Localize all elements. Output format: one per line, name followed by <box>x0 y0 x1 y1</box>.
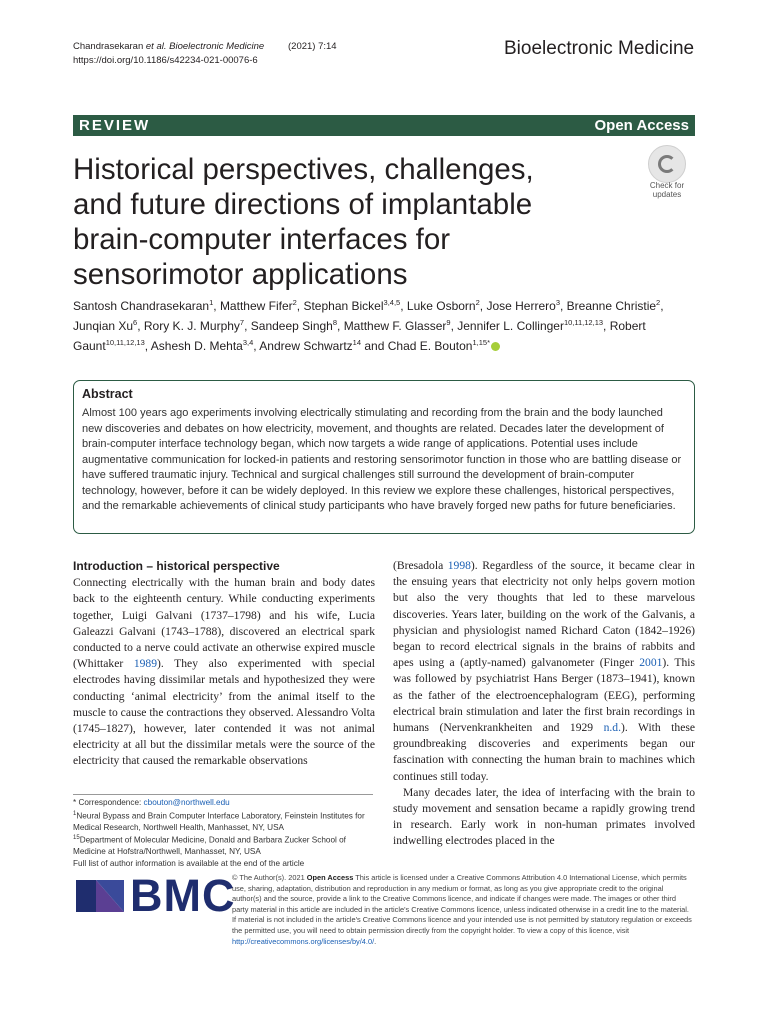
bmc-logo-text: BMC <box>130 870 236 921</box>
author-affiliation-sup: 3,4 <box>242 338 254 347</box>
author-name: Matthew Fifer <box>219 299 293 313</box>
license-prefix: © The Author(s). 2021 <box>232 873 307 882</box>
check-updates-line2: updates <box>652 190 682 199</box>
correspondence <box>73 797 373 809</box>
affiliation-number: 15 <box>73 835 80 842</box>
citation-link[interactable]: 2001 <box>639 656 663 670</box>
article-type-banner <box>73 115 695 136</box>
author-name: Rory K. J. Murphy <box>143 319 240 333</box>
affiliation <box>73 809 373 834</box>
check-updates-icon <box>648 145 686 183</box>
author-affiliation-sup: 7 <box>239 318 245 327</box>
author-name: Ashesh D. Mehta <box>150 339 243 353</box>
check-updates-line1: Check for <box>649 181 685 190</box>
author-affiliation-sup: 14 <box>352 338 362 347</box>
correspondence-label: * Correspondence: <box>73 798 144 807</box>
author-affiliation-sup: 2 <box>292 298 297 307</box>
text-run: ). With these groundbreaking discoveries and experiments began our fascination with connecting the human brain to machines which continues still today. <box>393 721 695 783</box>
author-name: Robert Gaunt <box>73 319 646 353</box>
affiliation-number: 1 <box>73 810 77 817</box>
author-name: Jose Herrero <box>486 299 556 313</box>
header-et-al: et al. <box>145 41 167 52</box>
orcid-icon[interactable] <box>491 342 500 351</box>
text-run: (Bresadola <box>393 559 448 572</box>
body-column-right <box>393 558 695 850</box>
affiliation-text: Neural Bypass and Brain Computer Interface Laboratory, Feinstein Institutes for Medical Research, Northwell Health, Manhasset, NY, USA <box>73 811 365 832</box>
author-affiliation-sup: 1 <box>209 298 214 307</box>
author-name: Luke Osborn <box>406 299 476 313</box>
citation-link[interactable]: 1998 <box>447 559 471 572</box>
citation-link[interactable]: n.d. <box>603 721 621 735</box>
email-link[interactable]: cbouton@northwell.edu <box>143 798 230 807</box>
license-url-link[interactable]: http://creativecommons.org/licenses/by/4.0/ <box>232 936 375 946</box>
author-name: Andrew Schwartz <box>259 339 353 353</box>
author-name: Santosh Chandrasekaran <box>73 299 210 313</box>
abstract-box <box>73 380 695 534</box>
text-run: ). Regardless of the source, it became clear in the ensuing years that electricity not only helps govern motion but also the very thoughts that led to these marvelous discoveries. Years later, building on the work of the Galvanis, a physician and physiologist named Richard Caton (1842–1926) began to record electrical signals in the brains of rabbits and apes using a (aptly-named) galvanometer (Finger <box>393 559 695 670</box>
article-title: Historical perspectives, challenges, and future directions of implantable brain-computer interfaces for sensorimotor applications <box>73 153 534 291</box>
doi-link[interactable]: https://doi.org/10.1186/s42234-021-00076-6 <box>73 55 258 66</box>
author-affiliation-sup: 10,11,12,13 <box>563 318 604 327</box>
affiliation <box>73 833 373 858</box>
author-name: Matthew F. Glasser <box>343 319 447 333</box>
text-run: ). They also experimented with special electrodes having dissimilar metals and hypothesized they were conducting ‘animal electricity’ from the animal itself to the muscle to cause the contractions they observed. Alessandro Volta (1745–1827), however, later contended it was not animal electricity at all but the dissimilar metals were the source of the electricity that caused the remarkable observations <box>73 657 375 768</box>
running-header <box>73 40 264 68</box>
text-run: Connecting electrically with the human brain and body dates back to the eighteenth century. While conducting experiments together, Luigi Galvani (1737–1798) and his wife, Lucia Galeazzi Galvani (1743–1788), discovered an electrical spark conducted to a nerve could activate an otherwise expired muscle (Whittaker <box>73 576 375 671</box>
license-text: This article is licensed under a Creative Commons Attribution 4.0 International License, which permits use, sharing, adaptation, distribution and reproduction in any medium or format, as long as you give appropriate credit to the original author(s) and the source, provide a link to the Creative Commons licence, and indicate if changes were made. The images or other third party material in this article are included in the article's Creative Commons licence, unless indicated otherwise in a credit line to the material. If material is not included in the article's Creative Commons licence and your intended use is not permitted by statutory regulation or exceeds the permitted use, you will need to obtain permission directly from the copyright holder. To view a copy of this licence, visit <box>232 873 692 935</box>
affiliation-text: Department of Molecular Medicine, Donald and Barbara Zucker School of Medicine at Hofstra/Northwell, Manhasset, NY, USA <box>73 835 346 857</box>
citation-link[interactable]: 1989 <box>133 657 158 671</box>
full-list-note: Full list of author information is available at the end of the article <box>73 858 305 868</box>
license-open-access: Open Access <box>306 873 354 882</box>
author-affiliation-sup: 1,15* <box>472 338 490 347</box>
author-list: Santosh Chandrasekaran$^1$, Matthew Fifer$^2$, Stephan Bickel$^{3,4,5}$, Luke Osborn$^2$, Jose Herrero$^3$, Breanne Christie$^2$, Junqian Xu$^6$, Rory K. J. Murphy$^7$, Sandeep Singh$^8$, Matthew F. Glasser$^9$, Jennifer L. Collinger$^{10,11,12,13}$, Robert Gaunt$^{10,11,12,13}$, Ashesh D. Mehta$^{3,4}$, Andrew Schwartz$^{14}$ and Chad E. Bouton$^{1,15*}$ <box>73 298 664 353</box>
body-column-left <box>73 558 375 770</box>
bmc-logo-mark <box>76 872 124 920</box>
continued-paragraph <box>393 558 695 785</box>
article-type: REVIEW <box>79 117 151 134</box>
author-name: Stephan Bickel <box>303 299 384 313</box>
author-affiliation-sup: 3,4,5 <box>383 298 401 307</box>
author-name: Jennifer L. Collinger <box>457 319 564 333</box>
license-suffix: . <box>374 936 377 946</box>
author-affiliation-sup: 2 <box>656 298 661 307</box>
abstract-heading: Abstract <box>82 387 133 401</box>
author-affiliation-sup: 9 <box>446 318 451 327</box>
author-affiliation-sup: 8 <box>332 318 338 327</box>
author-affiliation-sup: 3 <box>555 298 560 307</box>
license-statement <box>232 873 692 947</box>
journal-name: Bioelectronic Medicine <box>504 38 695 59</box>
paragraph: Many decades later, the idea of interfacing with the brain to study movement and sensation became a rapidly growing trend in research. Early work in non-human primates involved indwelling electrodes placed in the <box>393 785 695 848</box>
author-name: Junqian Xu <box>73 319 134 333</box>
header-author: Chandrasekaran <box>73 41 144 52</box>
bmc-logo <box>76 870 236 921</box>
author-conjunction: and <box>364 339 385 353</box>
author-affiliation-sup: 6 <box>133 318 138 327</box>
author-name: Chad E. Bouton <box>387 339 473 353</box>
header-year-volume: (2021) 7:14 <box>288 41 337 52</box>
text-run: ). This was followed by psychiatrist Hans Berger (1873–1941), known as the father of the electroencephalogram (EEG), performing electrical brain stimulation and later the first brain recordings in humans (Nervenkrankheiten and 1929 <box>393 656 695 735</box>
open-access-label: Open Access <box>594 117 689 134</box>
section-heading: Introduction – historical perspective <box>73 559 280 573</box>
footnotes <box>73 794 373 869</box>
author-affiliation-sup: 10,11,12,13 <box>105 338 145 347</box>
intro-paragraph <box>73 575 375 769</box>
abstract-text: Almost 100 years ago experiments involving electrically stimulating and recording from the brain and the body launched new discoveries and debates on how electricity, movement, and thoughts are related. Decades later the development of brain-computer interface technology began, which now targets a wide range of applications. Potential uses include augmentative communication for locked-in patients and restoring sensorimotor function in those who are battling disease or have suffered traumatic injury. Technical and surgical challenges still surround the development of brain-computer technology, however, before it can be widely deployed. In this review we explore these challenges, historical perspectives, and the remarkable achievements of clinical study participants who have bravely forged new paths for future beneficiaries. <box>82 407 682 512</box>
author-name: Breanne Christie <box>566 299 657 313</box>
header-journal-italic: Bioelectronic Medicine <box>169 41 265 52</box>
author-affiliation-sup: 2 <box>475 298 480 307</box>
check-for-updates-button[interactable] <box>642 145 692 201</box>
author-name: Sandeep Singh <box>250 319 333 333</box>
